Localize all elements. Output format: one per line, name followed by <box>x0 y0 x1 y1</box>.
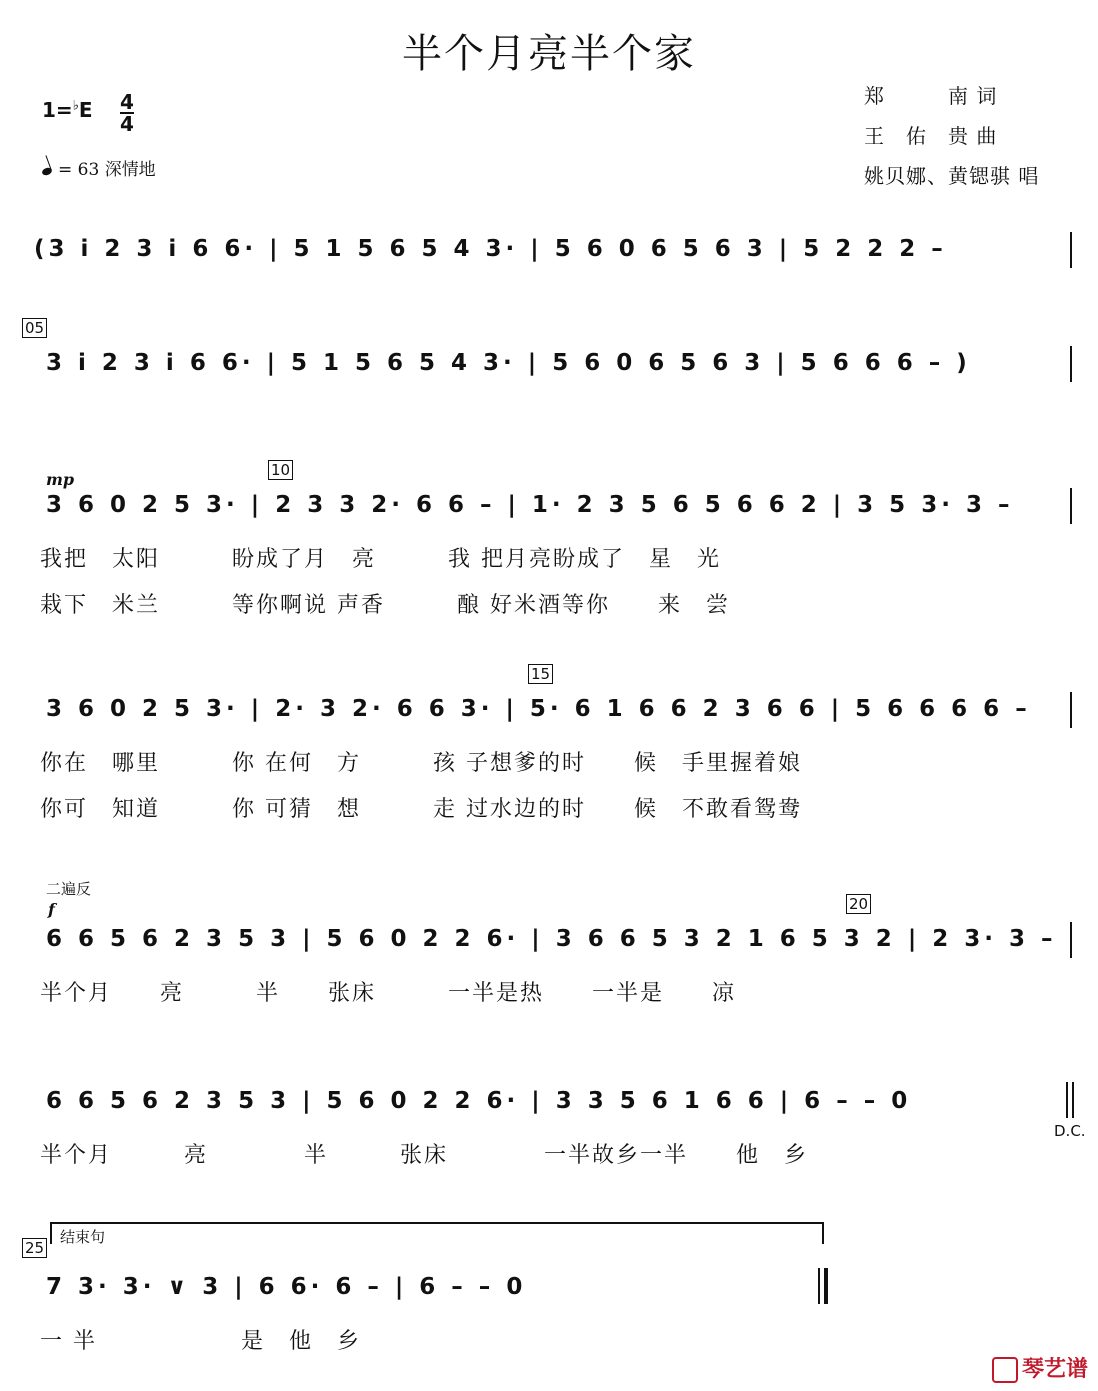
score-row-1: (3 i 2 3 i 6 6· | 5 1 5 6 5 4 3· | 5 6 0 6 5 6 3 | 5 2 2 2 – <box>34 236 947 262</box>
lyric-line: 半个月 亮 半 张床 一半是热 一半是 凉 <box>40 981 737 1006</box>
final-barline <box>824 1268 828 1304</box>
dynamic-mark: mp <box>46 470 75 489</box>
measure-number: 15 <box>528 664 553 684</box>
song-title: 半个月亮半个家 <box>402 31 696 77</box>
lyric-line: 我把 太阳 盼成了月 亮 我 把月亮盼成了 星 光 <box>40 547 721 572</box>
tempo-expression: 深情地 <box>104 160 156 180</box>
tempo-value: = 63 <box>58 160 100 180</box>
barline <box>1070 922 1072 958</box>
lyric-line: 一 半 是 他 乡 <box>40 1329 361 1354</box>
score-row-7: 7 3· 3· ∨ 3 | 6 6· 6 – | 6 – – 0 <box>46 1274 527 1300</box>
measure-number: 10 <box>268 460 293 480</box>
quarter-note-icon <box>41 167 53 177</box>
lyric-line: 你可 知道 你 可猜 想 走 过水边的时 候 不敢看鸳鸯 <box>40 797 802 822</box>
watermark-logo <box>992 1352 1088 1383</box>
time-bottom: 4 <box>120 112 134 136</box>
score-row-3: 3 6 0 2 5 3· | 2 3 3 2· 6 6 – | 1· 2 3 5 6 5 6 6 2 | 3 5 3· 3 – <box>46 492 1014 518</box>
measure-number: 25 <box>22 1238 47 1258</box>
score-row-4: 3 6 0 2 5 3· | 2· 3 2· 6 6 3· | 5· 6 1 6 6 2 3 6 6 | 5 6 6 6 6 – <box>46 696 1031 722</box>
barline <box>818 1268 820 1304</box>
tempo-marking <box>42 155 156 180</box>
key-note: E <box>78 98 93 122</box>
watermark-text: 琴艺谱 <box>1021 1357 1088 1382</box>
dynamic-mark: f <box>48 900 55 919</box>
barline <box>1066 1082 1068 1118</box>
time-top: 4 <box>120 90 134 114</box>
ending-label: 结束句 <box>60 1228 106 1246</box>
score-row-2: 3 i 2 3 i 6 6· | 5 1 5 6 5 4 3· | 5 6 0 6 5 6 3 | 5 6 6 6 – ) <box>46 350 971 376</box>
lyric-line: 栽下 米兰 等你啊说 声香 酿 好米酒等你 来 尝 <box>40 593 730 618</box>
key-signature <box>42 98 93 122</box>
score-row-5: 6 6 5 6 2 3 5 3 | 5 6 0 2 2 6· | 3 6 6 5 3 2 1 6 5 3 2 | 2 3· 3 – <box>46 926 1057 952</box>
time-signature <box>120 92 134 134</box>
da-capo-mark: D.C. <box>1054 1122 1086 1140</box>
measure-number: 20 <box>846 894 871 914</box>
score-row-6: 6 6 5 6 2 3 5 3 | 5 6 0 2 2 6· | 3 3 5 6 1 6 6 | 6 – – 0 <box>46 1088 912 1114</box>
measure-number: 05 <box>22 318 47 338</box>
barline <box>1072 1082 1074 1118</box>
lyric-line: 你在 哪里 你 在何 方 孩 子想爹的时 候 手里握着娘 <box>40 751 802 776</box>
barline <box>1070 346 1072 382</box>
key-prefix: 1= <box>42 98 73 122</box>
barline <box>1070 692 1072 728</box>
composer-credit: 王 佑 贵 曲 <box>864 124 998 148</box>
barline <box>1070 232 1072 268</box>
ending-bracket <box>50 1222 824 1244</box>
lyric-line: 半个月 亮 半 张床 一半故乡一半 他 乡 <box>40 1143 809 1168</box>
repeat-label: 二遍反 <box>46 880 92 898</box>
singer-credit: 姚贝娜、黄锶骐 唱 <box>864 164 1040 188</box>
flat-sign: ♭ <box>72 98 79 114</box>
lyricist-credit: 郑 南 词 <box>864 84 998 108</box>
barline <box>1070 488 1072 524</box>
logo-icon <box>992 1357 1018 1383</box>
